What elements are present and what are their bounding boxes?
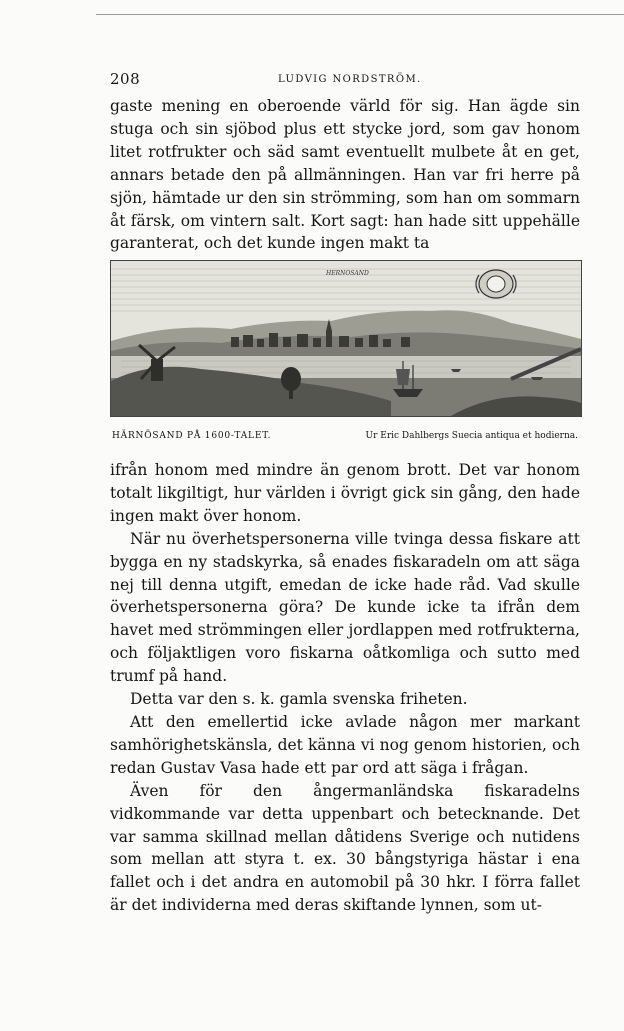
- top-rule: [96, 14, 624, 15]
- paragraph: Detta var den s. k. gamla svenska friheten.: [130, 690, 468, 709]
- paragraph: När nu överhetspersonerna ville tvinga dessa fiskare att bygga en ny stadskyrka, så enades fiskaradeln om att säga nej till denna utgift, emedan de icke hade råd. Vad skulle överhetspersonerna göra? De kunde icke ta ifrån dem havet med strömmingen eller jordlappen med rotfrukterna, och följaktligen voro fiskarna oåtkomliga och sutto med trumf på hand.: [110, 529, 580, 686]
- engraving-title: HERNOSAND: [326, 270, 369, 277]
- page-header: [110, 70, 580, 90]
- paragraph: Att den emellertid icke avlade någon mer markant samhörighetskänsla, det känna vi nog genom historien, och redan Gustav Vasa hade ett par ord att säga i frågan.: [110, 712, 580, 777]
- engraving-illustration: [111, 261, 581, 416]
- caption-title: HÄRNÖSAND PÅ 1600-TALET.: [112, 431, 272, 441]
- paragraph: gaste mening en oberoende värld för sig. Han ägde sin stuga och sin sjöbod plus ett stycke jord, som gav honom litet rotfrukter och säd samt eventuellt mulbete åt en get, annars betade den på allmänningen. Han var fri herre på sjön, hämtade ur den sin strömming, som han om sommarn åt färsk, om vintern salt. Kort sagt: han hade sitt uppehälle garanterat, och det kunde ingen makt ta: [110, 97, 580, 253]
- figure-caption: [110, 431, 580, 445]
- body-text-top: [110, 95, 580, 255]
- engraving-harnosand: [110, 260, 582, 417]
- page-number: 208: [110, 70, 141, 88]
- paragraph: Även för den ångermanländska fiskaradelns vidkommande var detta uppenbart och betecknande. Det var samma skillnad mellan dåtidens Sverige och nutidens som mellan att styra t. ex. 30 bångstyriga hästar i ena fallet och i det andra en automobil på 30 hkr. I förra fallet är det individerna med deras skiftande lynnen, som ut-: [110, 781, 580, 915]
- body-text-bottom: [110, 459, 580, 917]
- running-head: LUDVIG NORDSTRÖM.: [278, 74, 422, 85]
- caption-source: Ur Eric Dahlbergs Suecia antiqua et hodierna.: [365, 431, 578, 441]
- paragraph: ifrån honom med mindre än genom brott. Det var honom totalt likgiltigt, hur världen i övrigt gick sin gång, den hade ingen makt över honom.: [110, 461, 580, 525]
